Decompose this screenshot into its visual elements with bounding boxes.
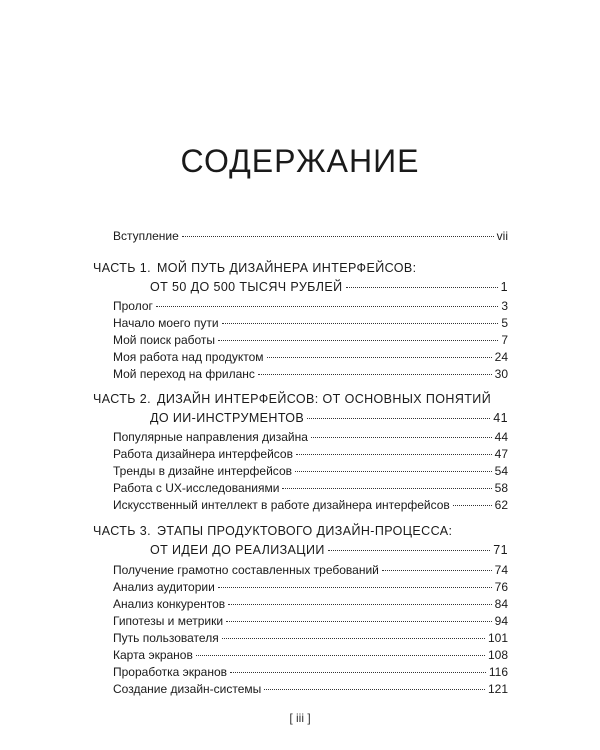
part-title-line1: МОЙ ПУТЬ ДИЗАЙНЕРА ИНТЕРФЕЙСОВ: xyxy=(156,261,417,275)
dot-leader xyxy=(311,437,492,438)
part-title-line2: ОТ 50 ДО 500 ТЫСЯЧ РУБЛЕЙ xyxy=(150,280,343,294)
toc-entry-page: 101 xyxy=(487,631,508,645)
toc-entry-label: Работа с UX-исследованиями xyxy=(113,481,280,495)
dot-leader xyxy=(282,488,491,489)
part-page: 1 xyxy=(500,280,508,294)
toc-entry-label: Мой поиск работы xyxy=(113,333,216,347)
part-number: ЧАСТЬ 3. xyxy=(93,524,151,538)
toc-entry-intro[interactable] xyxy=(113,229,508,244)
dot-leader xyxy=(222,323,499,324)
dot-leader xyxy=(267,357,492,358)
toc-entry-page: vii xyxy=(496,229,508,243)
toc-entry[interactable] xyxy=(113,631,508,646)
toc-entry[interactable] xyxy=(113,350,508,365)
toc-entry-label: Получение грамотно составленных требований xyxy=(113,563,379,577)
toc-entry-label: Анализ аудитории xyxy=(113,580,215,594)
toc-entry-page: 3 xyxy=(501,299,508,313)
dot-leader xyxy=(182,236,494,237)
part-page: 41 xyxy=(493,411,508,425)
dot-leader xyxy=(228,604,491,605)
toc-entry-page: 94 xyxy=(494,614,508,628)
toc-entry-label: Карта экранов xyxy=(113,648,193,662)
toc-entry[interactable] xyxy=(113,498,508,513)
dot-leader xyxy=(328,550,491,551)
toc-entry[interactable] xyxy=(113,367,508,382)
toc-entry-page: 5 xyxy=(501,316,508,330)
toc-entry-label: Вступление xyxy=(113,229,179,243)
part-3-heading[interactable] xyxy=(93,524,452,538)
toc-entry-label: Анализ конкурентов xyxy=(113,597,226,611)
toc-entry-label: Пролог xyxy=(113,299,153,313)
toc-entry[interactable] xyxy=(113,430,508,445)
part-3-title-line2[interactable] xyxy=(150,543,508,558)
dot-leader xyxy=(218,587,492,588)
toc-entry-label: Гипотезы и метрики xyxy=(113,614,224,628)
toc-entry-page: 108 xyxy=(487,648,508,662)
toc-entry-label: Проработка экранов xyxy=(113,665,228,679)
toc-entry-page: 116 xyxy=(488,665,508,679)
toc-entry[interactable] xyxy=(113,316,508,331)
toc-entry-label: Искусственный интеллект в работе дизайнера интерфейсов xyxy=(113,498,450,512)
toc-entry[interactable] xyxy=(113,665,508,680)
part-title-line1: ДИЗАЙН ИНТЕРФЕЙСОВ: ОТ ОСНОВНЫХ ПОНЯТИЙ xyxy=(156,392,492,406)
toc-entry-page: 121 xyxy=(487,682,508,696)
page-number: [ iii ] xyxy=(289,711,311,725)
toc-entry-label: Создание дизайн-системы xyxy=(113,682,262,696)
toc-entry-page: 47 xyxy=(494,447,508,461)
dot-leader xyxy=(307,418,490,419)
dot-leader xyxy=(264,689,485,690)
toc-entry-page: 44 xyxy=(494,430,508,444)
dot-leader xyxy=(453,505,492,506)
toc-entry-page: 62 xyxy=(494,498,508,512)
toc-entry[interactable] xyxy=(113,481,508,496)
toc-entry[interactable] xyxy=(113,580,508,595)
part-2-heading[interactable] xyxy=(93,392,491,406)
toc-entry[interactable] xyxy=(113,614,508,629)
toc-entry[interactable] xyxy=(113,648,508,663)
dot-leader xyxy=(156,306,498,307)
dot-leader xyxy=(295,471,492,472)
toc-entry-label: Мой переход на фриланс xyxy=(113,367,255,381)
toc-entry-page: 76 xyxy=(494,580,508,594)
toc-entry-label: Работа дизайнера интерфейсов xyxy=(113,447,293,461)
toc-entry-label: Путь пользователя xyxy=(113,631,219,645)
toc-entry[interactable] xyxy=(113,299,508,314)
toc-entry-label: Моя работа над продуктом xyxy=(113,350,264,364)
part-number: ЧАСТЬ 2. xyxy=(93,392,151,406)
toc-entry-page: 30 xyxy=(494,367,508,381)
toc-entry-page: 7 xyxy=(501,333,508,347)
toc-entry-page: 84 xyxy=(494,597,508,611)
toc-entry-label: Тренды в дизайне интерфейсов xyxy=(113,464,292,478)
toc-entry-page: 24 xyxy=(494,350,508,364)
toc-entry[interactable] xyxy=(113,682,508,697)
page-title: СОДЕРЖАНИЕ xyxy=(180,143,420,179)
toc-entry[interactable] xyxy=(113,447,508,462)
dot-leader xyxy=(346,287,498,288)
dot-leader xyxy=(222,638,485,639)
dot-leader xyxy=(218,340,498,341)
dot-leader xyxy=(230,672,486,673)
part-title-line2: ДО ИИ-ИНСТРУМЕНТОВ xyxy=(150,411,305,425)
toc-entry[interactable] xyxy=(113,464,508,479)
dot-leader xyxy=(382,570,492,571)
dot-leader xyxy=(226,621,492,622)
dot-leader xyxy=(296,454,492,455)
part-title-line1: ЭТАПЫ ПРОДУКТОВОГО ДИЗАЙН-ПРОЦЕССА: xyxy=(156,524,453,538)
part-page: 71 xyxy=(493,543,508,557)
toc-entry-page: 74 xyxy=(494,563,508,577)
toc-entry[interactable] xyxy=(113,563,508,578)
dot-leader xyxy=(196,655,485,656)
toc-entry-label: Популярные направления дизайна xyxy=(113,430,308,444)
part-2-title-line2[interactable] xyxy=(150,411,508,426)
dot-leader xyxy=(258,374,492,375)
toc-entry-label: Начало моего пути xyxy=(113,316,219,330)
part-title-line2: ОТ ИДЕИ ДО РЕАЛИЗАЦИИ xyxy=(150,543,325,557)
part-1-title-line2[interactable] xyxy=(150,280,508,295)
toc-entry[interactable] xyxy=(113,597,508,612)
toc-entry-page: 54 xyxy=(494,464,508,478)
toc-entry[interactable] xyxy=(113,333,508,348)
part-1-heading[interactable] xyxy=(93,261,416,275)
part-number: ЧАСТЬ 1. xyxy=(93,261,151,275)
toc-entry-page: 58 xyxy=(494,481,508,495)
